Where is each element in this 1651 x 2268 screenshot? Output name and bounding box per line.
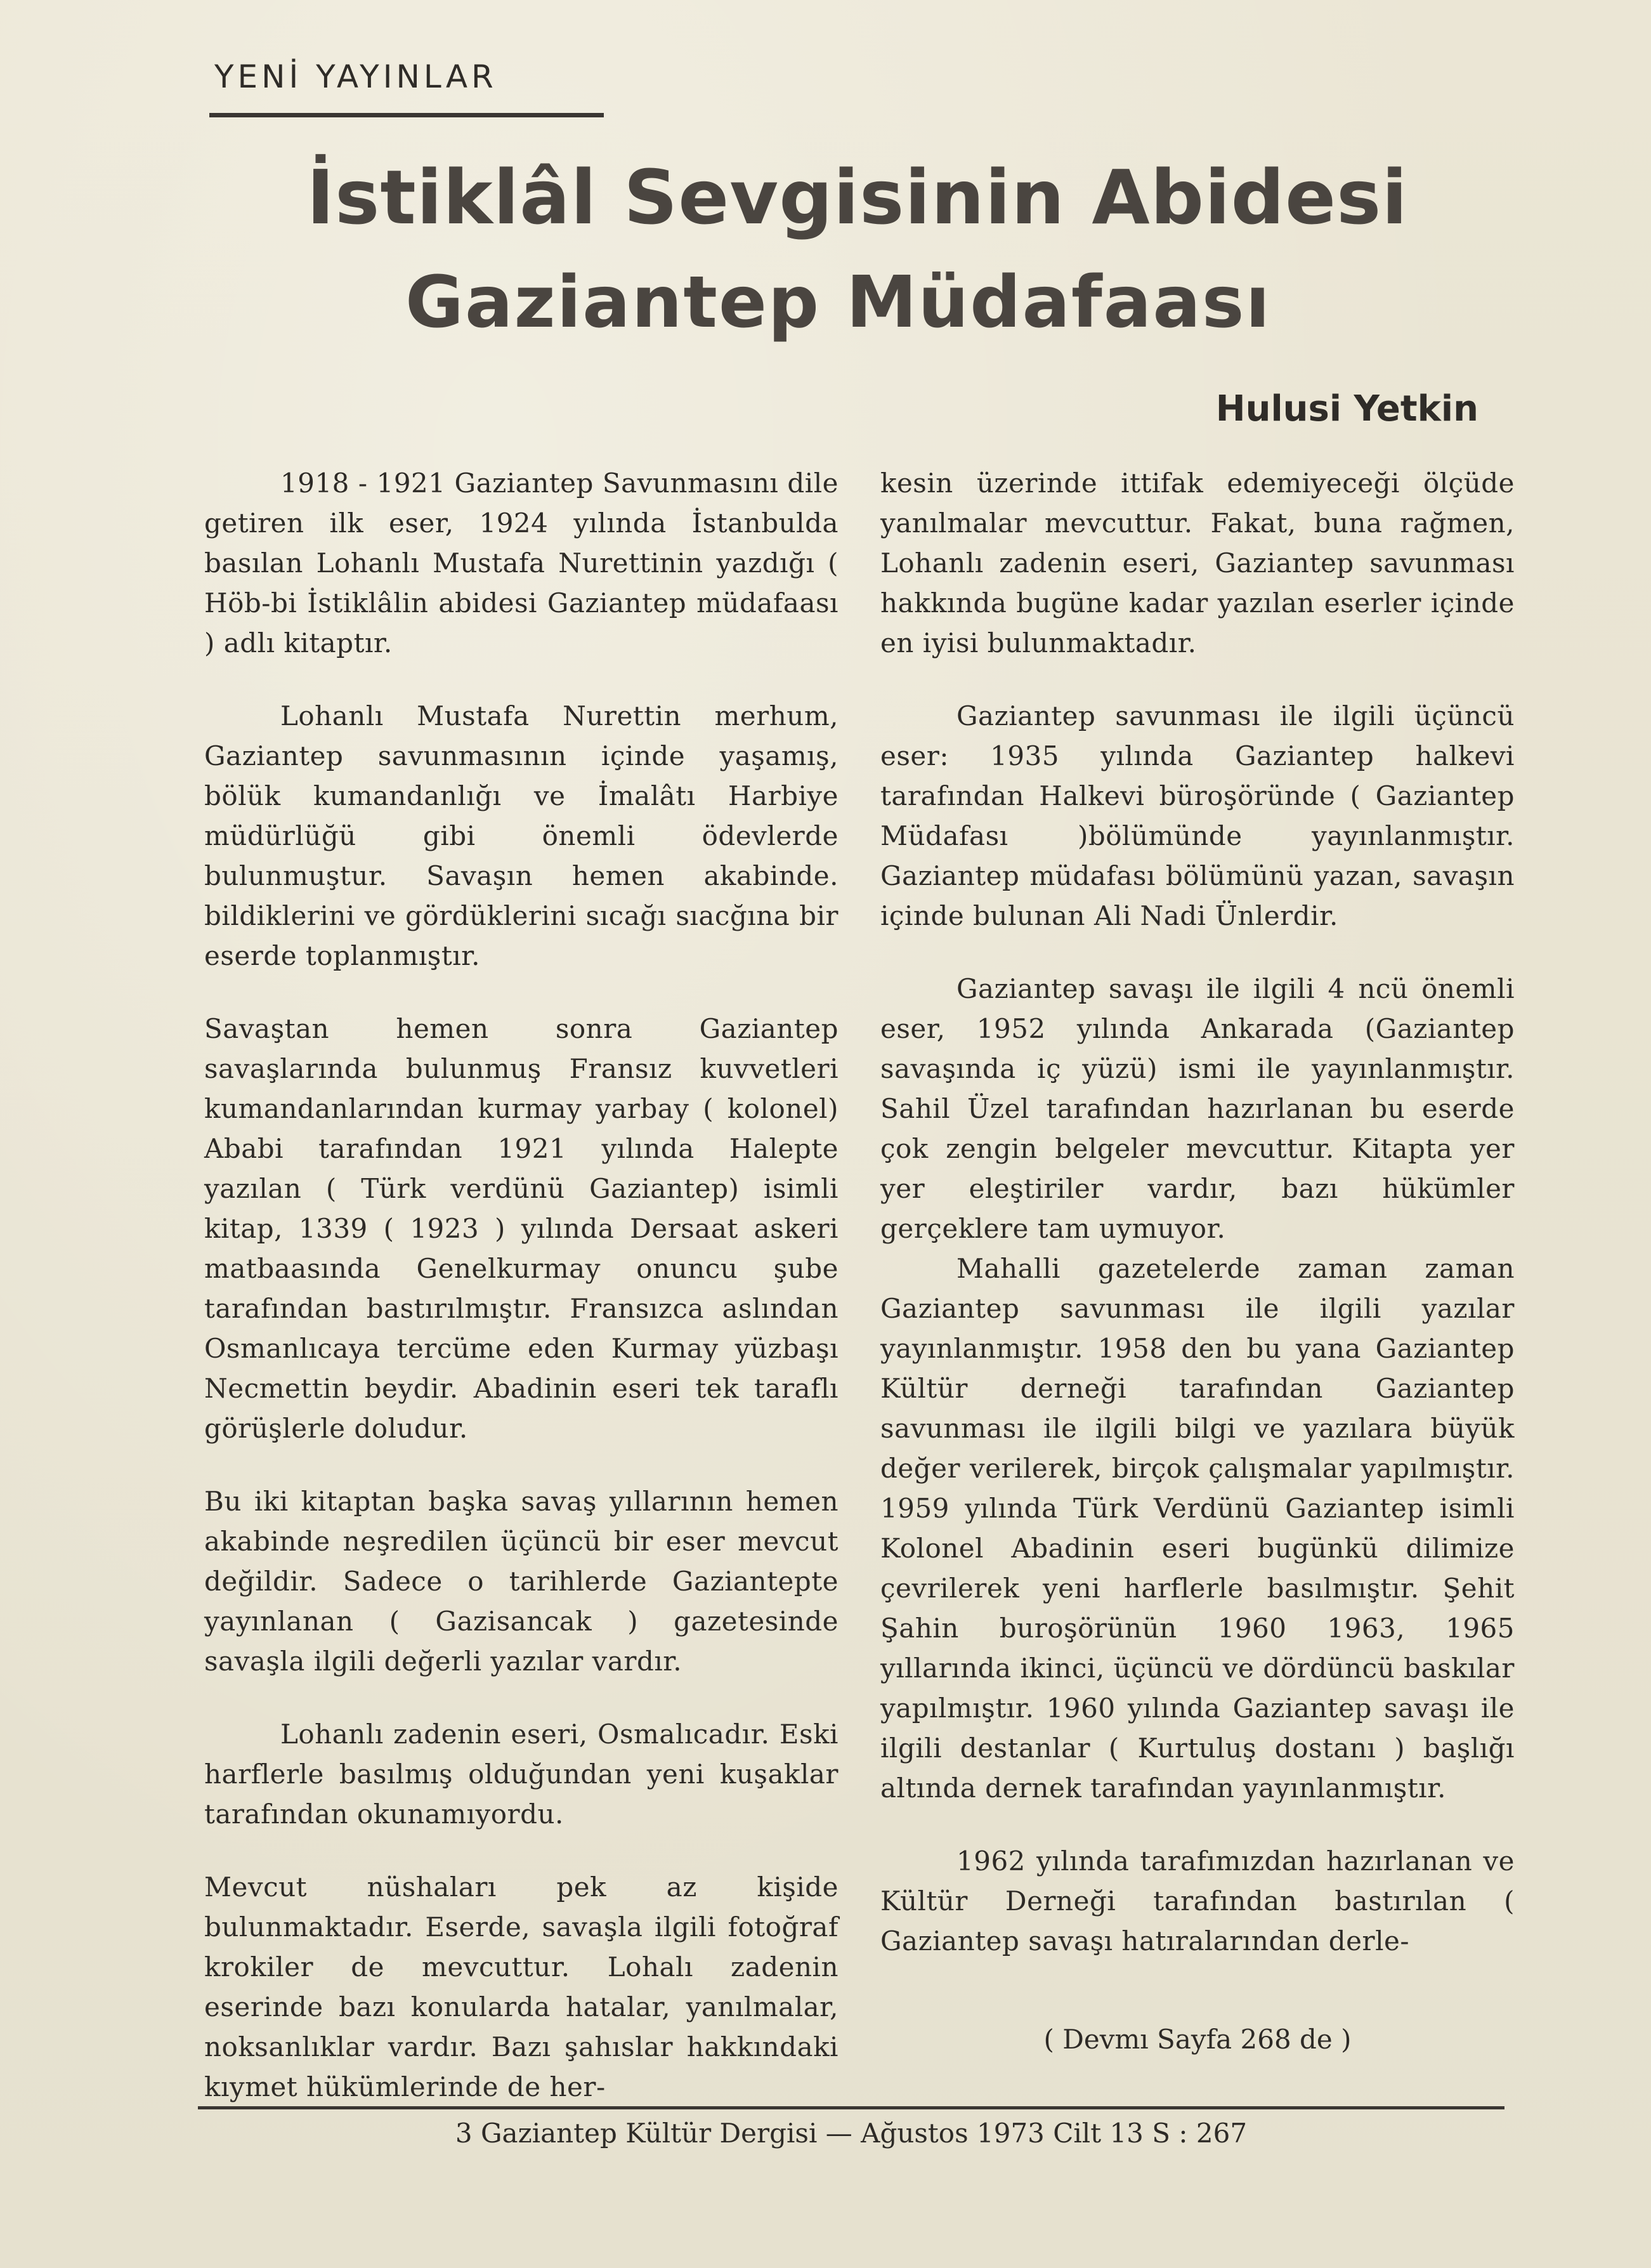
paragraph: Gaziantep savunması ile ilgili üçüncü eser: 1935 yılında Gaziantep halkevi tarafından Halkevi büroşöründe ( Gaziantep Müdafası )bölümünde yayınlanmıştır. Gaziantep müdafası bölümünü yazan, savaşın içinde bulunan Ali Nadi Ünlerdir.: [880, 700, 1515, 931]
section-label: YENİ YAYINLAR: [214, 58, 497, 95]
article-title-line-2: Gaziantep Müdafaası: [405, 261, 1271, 344]
author-name: Hulusi Yetkin: [1215, 388, 1478, 429]
paragraph: Mahalli gazetelerde zaman zaman Gaziantep savunması ile ilgili yazılar yayınlanmıştır. 1958 den bu yana Gaziantep Kültür derneği tarafından Gaziantep savunması ile ilgili bilgi ve yazılara büyük değer verilerek, birçok çalışmalar yapılmıştır. 1959 yılında Türk Verdünü Gaziantep isimli Kolonel Abadinin eseri bugünkü dilimize çevrilerek yeni harflerle basılmıştır. Şehit Şahin buroşörünün 1960 1963, 1965 yıllarında ikinci, üçüncü ve dördüncü baskılar yapılmıştır. 1960 yılında Gaziantep savaşı ile ilgili destanlar ( Kurtuluş dostanı ) başlığı altında dernek tarafından yayınlanmıştır.: [880, 1253, 1515, 1804]
left-column: [204, 463, 839, 2107]
continued-note: ( Devmı Sayfa 268 de ): [1043, 2024, 1352, 2055]
paragraph: 1962 yılında tarafımızdan hazırlanan ve Kültür Derneği tarafından bastırılan ( Gaziantep savaşı hatıralarından derle-: [880, 1845, 1515, 1957]
paragraph: 1918 - 1921 Gaziantep Savunmasını dile getiren ilk eser, 1924 yılında İstanbulda basılan Lohanlı Mustafa Nurettinin yazdığı ( Höb-bi İstiklâlin abidesi Gaziantep müdafaası ) adlı kitaptır.: [204, 468, 839, 659]
article-title-line-1: İstiklâl Sevgisinin Abidesi: [306, 154, 1408, 241]
paragraph: Lohanlı Mustafa Nurettin merhum, Gaziantep savunmasının içinde yaşamış, bölük kumandanlığı ve İmalâtı Harbiye müdürlüğü gibi önemli ödevlerde bulunmuştur. Savaşın hemen akabinde. bildiklerini ve gördüklerini sıcağı sıacğına bir eserde toplanmıştır.: [204, 700, 839, 971]
footer-rule: [198, 2106, 1504, 2109]
paragraph: kesin üzerinde ittifak edemiyeceği ölçüde yanılmalar mevcuttur. Fakat, buna rağmen, Lohanlı zadenin eseri, Gaziantep savunması hakkında bugüne kadar yazılan eserler içinde en iyisi bulunmaktadır.: [880, 468, 1515, 659]
right-column: [880, 463, 1515, 1961]
paragraph: Bu iki kitaptan başka savaş yıllarının hemen akabinde neşredilen üçüncü bir eser mevcut değildir. Sadece o tarihlerde Gaziantepte yayınlanan ( Gazisancak ) gazetesinde savaşla ilgili değerli yazılar vardır.: [204, 1486, 839, 1677]
page-footer: 3 Gaziantep Kültür Dergisi — Ağustos 1973 Cilt 13 S : 267: [455, 2118, 1248, 2149]
section-rule: [209, 113, 604, 117]
paragraph: Savaştan hemen sonra Gaziantep savaşlarında bulunmuş Fransız kuvvetleri kumandanlarından kurmay yarbay ( kolonel) Ababi tarafından 1921 yılında Halepte yazılan ( Türk verdünü Gaziantep) isimli kitap, 1339 ( 1923 ) yılında Dersaat askeri matbaasında Genelkurmay onuncu şube tarafından bastırılmıştır. Fransızca aslından Osmanlıcaya tercüme eden Kurmay yüzbaşı Necmettin beydir. Abadinin eseri tek taraflı görüşlerle doludur.: [204, 1013, 839, 1444]
paragraph: Gaziantep savaşı ile ilgili 4 ncü önemli eser, 1952 yılında Ankarada (Gaziantep savaşında iç yüzü) ismi ile yayınlanmıştır. Sahil Üzel tarafından hazırlanan bu eserde çok zengin belgeler mevcuttur. Kitapta yer yer eleştiriler vardır, bazı hükümler gerçeklere tam uymuyor.: [880, 973, 1515, 1244]
paragraph: Mevcut nüshaları pek az kişide bulunmaktadır. Eserde, savaşla ilgili fotoğraf krokiler de mevcuttur. Lohalı zadenin eserinde bazı konularda hatalar, yanılmalar, noksanlıklar vardır. Bazı şahıslar hakkındaki kıymet hükümlerinde de her-: [204, 1871, 839, 2102]
paragraph: Lohanlı zadenin eseri, Osmalıcadır. Eski harflerle basılmış olduğundan yeni kuşaklar tarafından okunamıyordu.: [204, 1719, 839, 1830]
